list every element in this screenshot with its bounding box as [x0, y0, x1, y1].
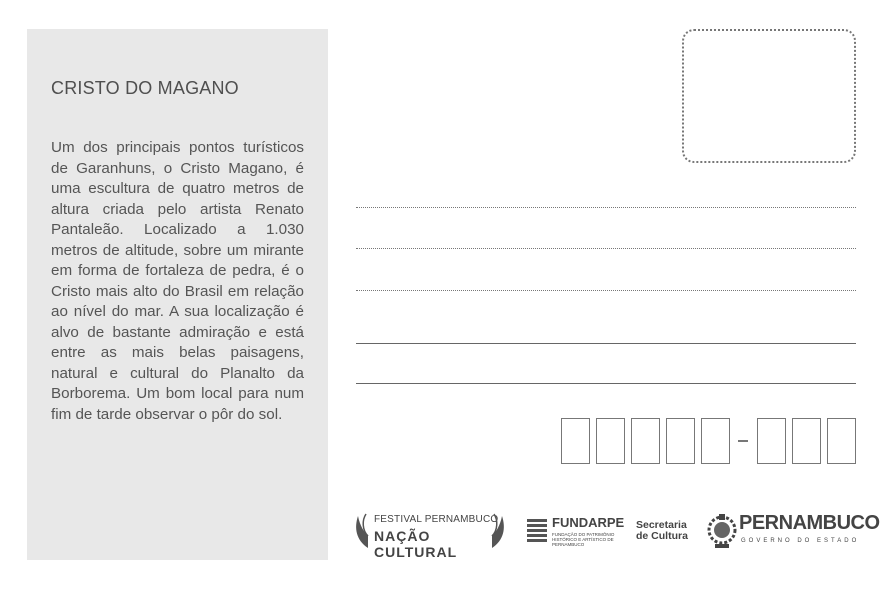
- leaf-ornament-icon: [488, 510, 508, 550]
- state-seal-icon: [707, 512, 737, 550]
- fundarpe-logo: [526, 515, 626, 553]
- address-line-5: [356, 383, 856, 384]
- festival-line2: NAÇÃO CULTURAL: [374, 528, 458, 560]
- cep-digit-box: [701, 418, 730, 464]
- fundarpe-name: FUNDARPE: [552, 515, 625, 530]
- secretaria-line2: de Cultura: [636, 530, 688, 542]
- leaf-ornament-icon: [352, 510, 372, 550]
- address-line-4: [356, 343, 856, 344]
- cep-digit-box: [561, 418, 590, 464]
- cep-digit-box: [792, 418, 821, 464]
- address-line-1: [356, 207, 856, 208]
- secretaria-line1: Secretaria: [636, 519, 687, 531]
- cep-dash: [738, 440, 748, 442]
- pernambuco-logo: [707, 510, 880, 554]
- fundarpe-subtitle: FUNDAÇÃO DO PATRIMÔNIO HISTÓRICO E ARTÍSTICO DE PERNAMBUCO: [552, 532, 615, 547]
- pernambuco-subtitle: GOVERNO DO ESTADO: [741, 538, 860, 544]
- cep-digit-box: [666, 418, 695, 464]
- cep-digit-box: [596, 418, 625, 464]
- card-title: CRISTO DO MAGANO: [51, 78, 239, 98]
- cep-digit-box: [827, 418, 856, 464]
- address-line-3: [356, 290, 856, 291]
- festival-line1: FESTIVAL PERNAMBUCO: [374, 514, 499, 525]
- festival-logo: [352, 510, 502, 560]
- cep-digit-box: [631, 418, 660, 464]
- address-line-2: [356, 248, 856, 249]
- secretaria-logo: [636, 520, 688, 542]
- sponsor-logos: [340, 510, 880, 560]
- stamp-box: [682, 29, 856, 163]
- fundarpe-building-icon: [526, 517, 548, 543]
- card-body: Um dos principais pontos turísticos de Garanhuns, o Cristo Magano, é uma escultura de quatro metros de altura criada pelo artista Renato Pantaleão. Localizado a 1.030 metros de altitude, sobre um mirante em forma de fortaleza de pedra, é o Cristo mais alto do Brasil em relação ao nível do mar. A sua localização é alvo de bastante admiração e está entre as mais belas paisagens, natural e cultural do Planalto da Borborema. Um bom local para num fim de tarde observar o pôr do sol.: [51, 139, 304, 423]
- cep-digit-box: [757, 418, 786, 464]
- pernambuco-name: PERNAMBUCO: [739, 512, 880, 534]
